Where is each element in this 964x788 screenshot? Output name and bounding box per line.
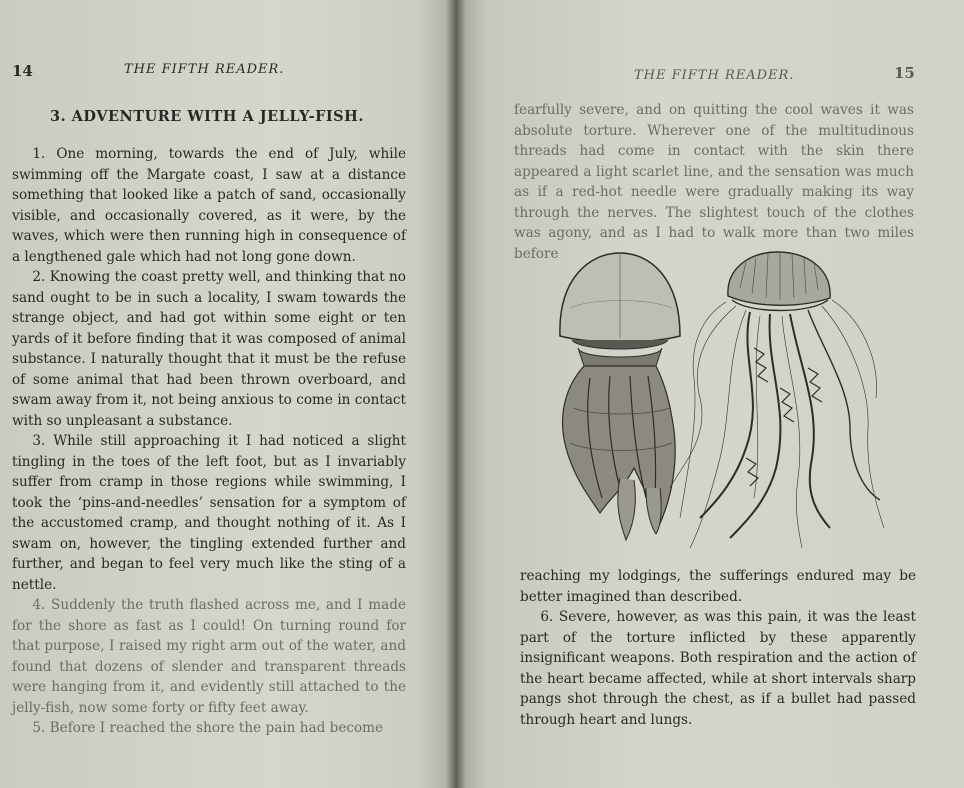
continued-paragraph-5: fearfully severe, and on quitting the cool waves it was absolute torture. Wherever one of the multitudinous threads had come in contact with the skin there appeared a light scarlet line, and the sensation was much as if a red-hot needle were gradually making its way through the nerves. The slightest touch of the clothes was agony, and as I had to walk more than two miles before	[514, 102, 914, 262]
page-number: 14	[12, 62, 33, 80]
paragraph-5-start: 5. Before I reached the shore the pain had become	[32, 720, 384, 736]
right-top-text	[514, 100, 914, 264]
jellyfish-illustration	[550, 248, 890, 560]
jellyfish-left-icon	[560, 253, 680, 540]
left-page	[0, 0, 456, 788]
paragraph-4: 4. Suddenly the truth flashed across me, and I made for the shore as fast as I could! On turning round for that purpose, I raised my right arm out of the water, and found that dozens of slender and transparent threads were hanging from it, and evidently still attached to the jelly-fish, now some forty or fifty feet away.	[12, 597, 406, 716]
page-number-right: 15	[894, 64, 915, 82]
chapter-title: 3. ADVENTURE WITH A JELLY-FISH.	[50, 108, 364, 125]
book-gutter	[446, 0, 466, 788]
paragraph-2: 2. Knowing the coast pretty well, and thinking that no sand ought to be in such a locality, I swam towards the strange object, and had got within some eight or ten yards of it before finding that it was composed of animal substance. I naturally thought that it must be the refuse of some animal that had been thrown overboard, and swam away from it, not being anxious to come in contact with so unpleasant a substance.	[12, 269, 406, 429]
paragraph-3: 3. While still approaching it I had noticed a slight tingling in the toes of the left foot, but as I invariably suffer from cramp in those regions while swimming, I took the ‘pins-and-needles’ sensation for a symptom of the accustomed cramp, and thought nothing of it. As I swam on, however, the tingling extended further and further, and began to feel very much like the sting of a nettle.	[12, 433, 406, 593]
running-head: THE FIFTH READER.	[124, 62, 285, 77]
continued-text: reaching my lodgings, the sufferings endured may be better imagined than described.	[520, 568, 916, 605]
right-bottom-text	[520, 566, 916, 730]
paragraph-1: 1. One morning, towards the end of July, while swimming off the Margate coast, I saw at a distance something that looked like a patch of sand, occasionally visible, and occasionally covered, as it were, by the waves, which were then running high in consequence of a lengthened gale which had not long gone down.	[12, 146, 406, 265]
paragraph-6: 6. Severe, however, as was this pain, it was the least part of the torture inflicted by these apparently insignificant weapons. Both respiration and the action of the heart became affected, while at short intervals sharp pangs shot through the chest, as if a bullet had passed through heart and lungs.	[520, 609, 916, 728]
left-text-block	[12, 144, 406, 739]
jellyfish-right-icon	[670, 252, 884, 548]
running-head-right: THE FIFTH READER.	[634, 68, 795, 83]
